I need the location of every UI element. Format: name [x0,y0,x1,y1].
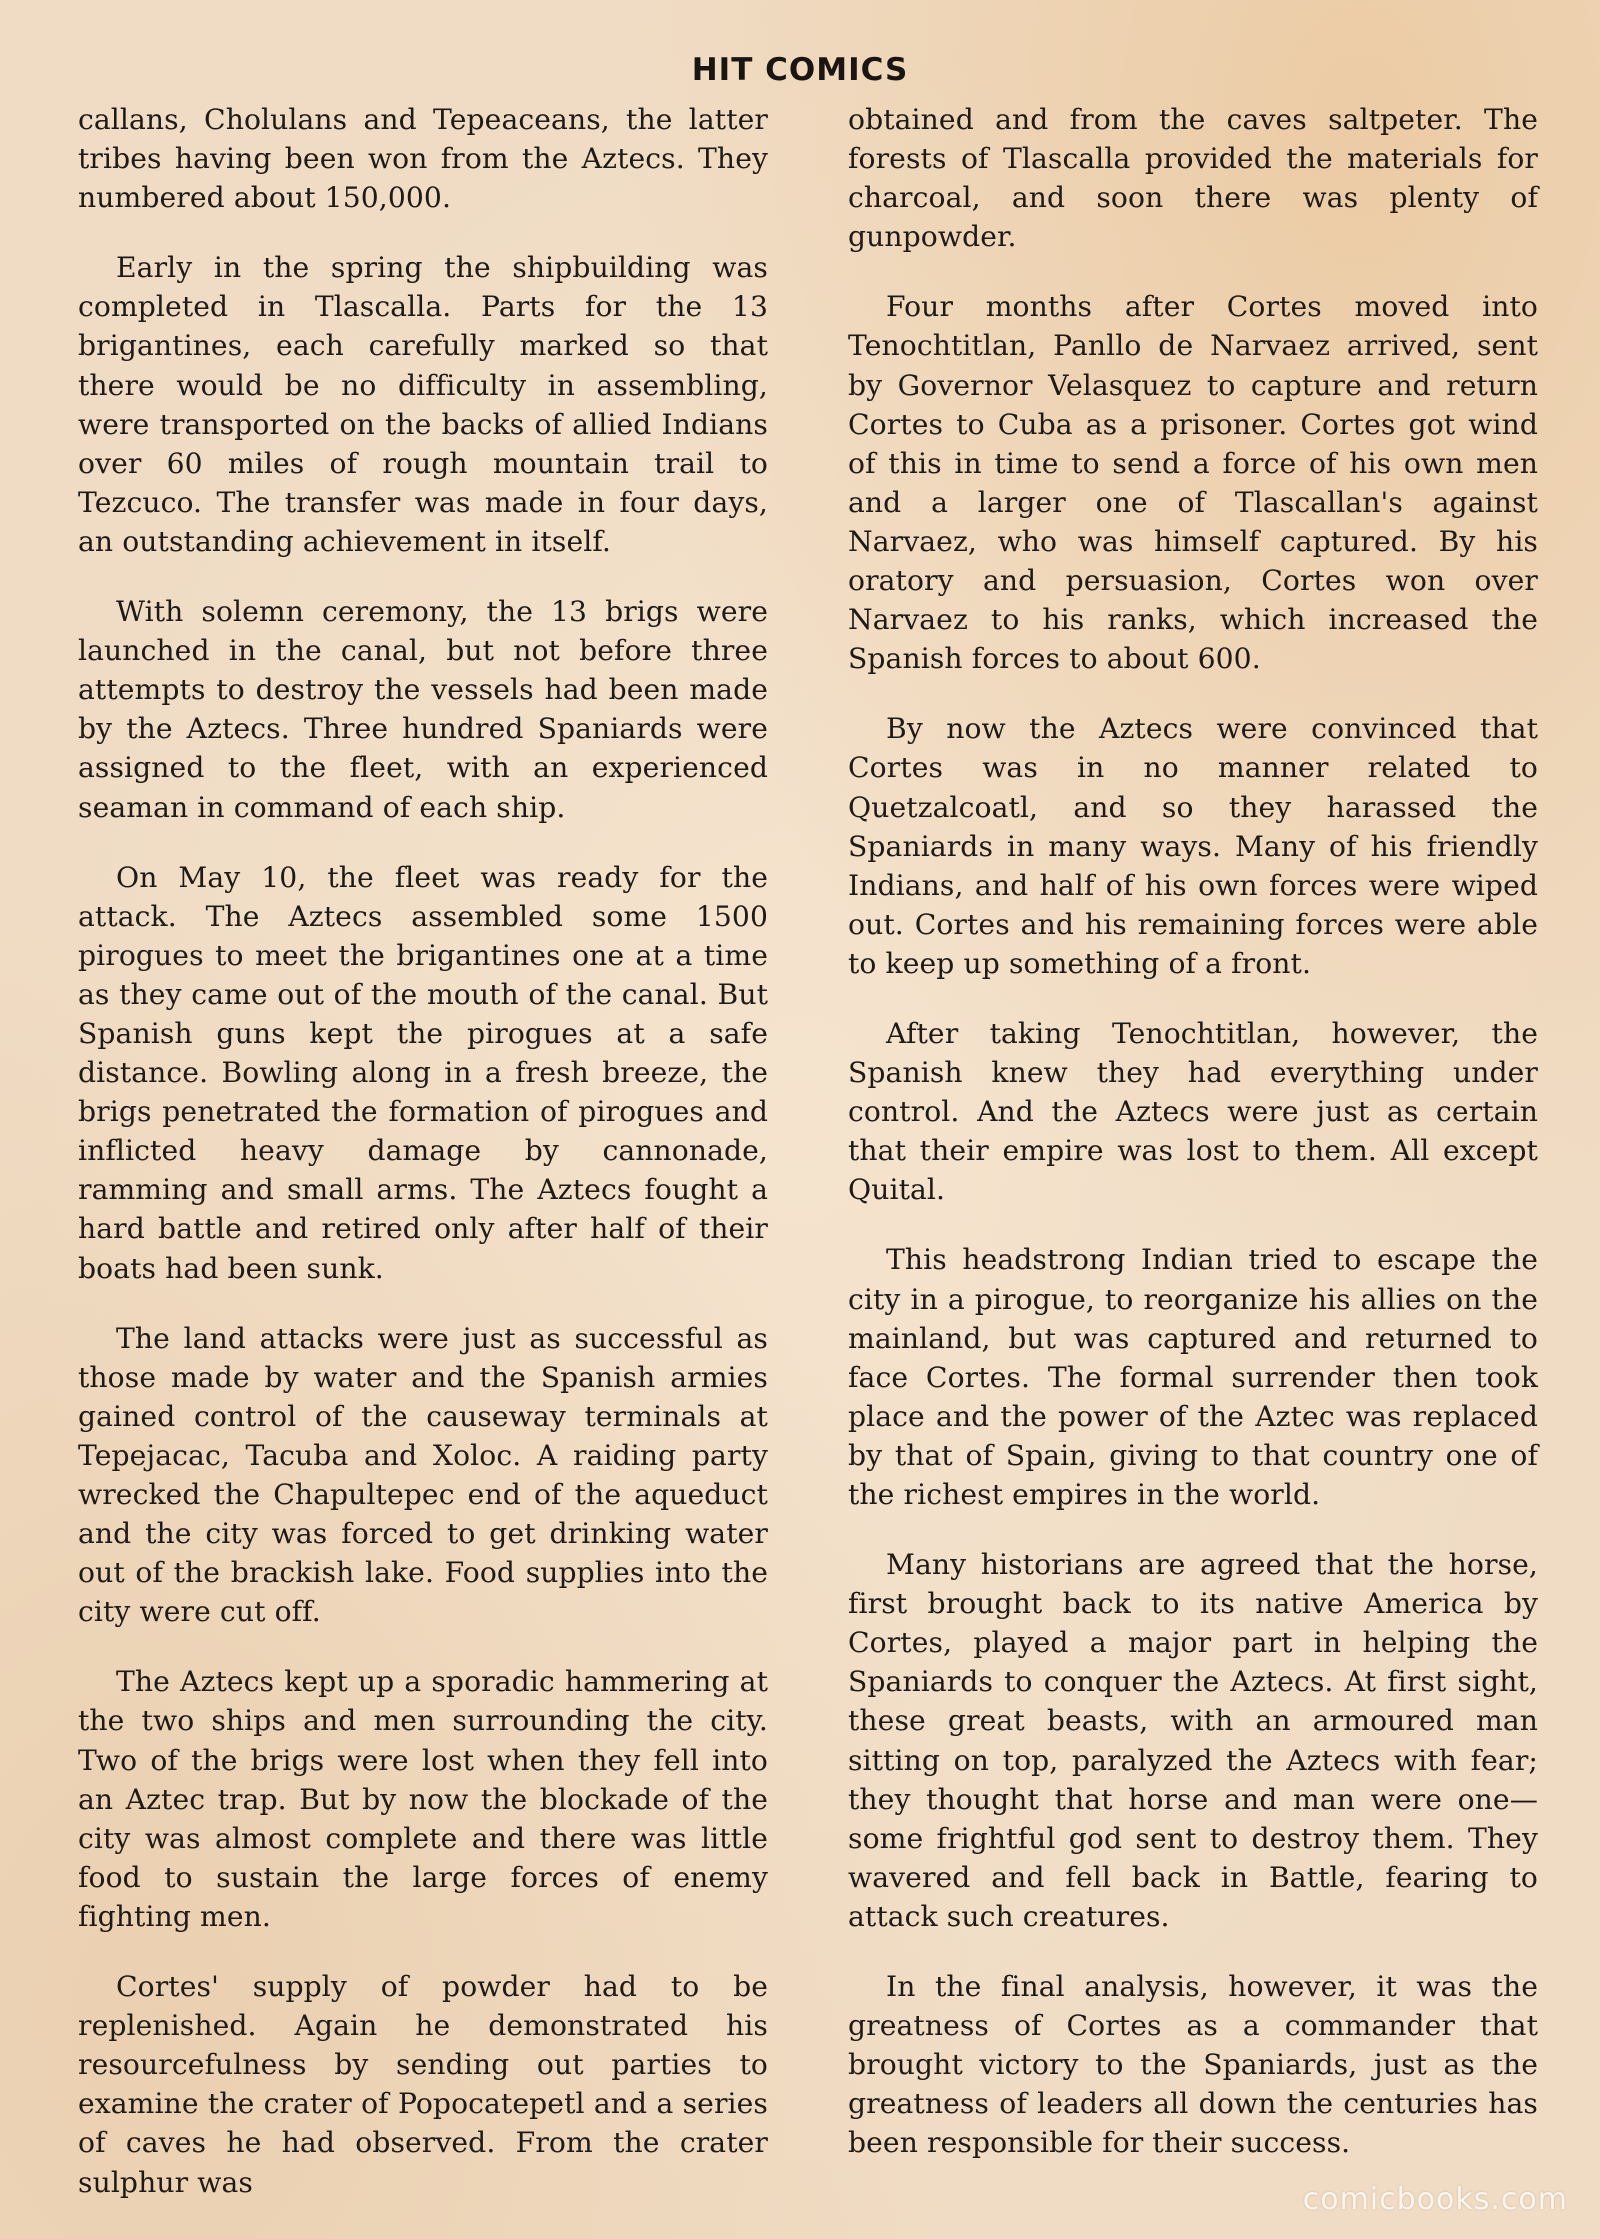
paragraph: The land attacks were just as successful as those made by water and the Spanish armies gained control of the causeway terminals at Tepejacac, Tacuba and Xoloc. A raiding party wrecked the Chapultepec end of the aqueduct and the city was forced to get drinking water out of the brackish lake. Food supplies into the city were cut off. [78,1321,768,1629]
left-column [78,100,768,2233]
page-header: HIT COMICS [691,52,909,88]
paragraph: Cortes' supply of powder had to be replenished. Again he demonstrated his resourcefulness by sending out parties to examine the crater of Popocatepetl and a series of caves he had observed. From the crater sulphur was [78,1970,768,2199]
paragraph: callans, Cholulans and Tepeaceans, the latter tribes having been won from the Aztecs. They numbered about 150,000. [78,103,768,215]
paragraph: obtained and from the caves saltpeter. The forests of Tlascalla provided the materials for charcoal, and soon there was plenty of gunpowder. [848,103,1538,254]
paragraph: By now the Aztecs were convinced that Cortes was in no manner related to Quetzalcoatl, and so they harassed the Spaniards in many ways. Many of his friendly Indians, and half of his own forces were wiped out. Cortes and his remaining forces were able to keep up something of a front. [848,712,1538,980]
paragraph: The Aztecs kept up a sporadic hammering at the two ships and men surrounding the city. Two of the brigs were lost when they fell into an Aztec trap. But by now the blockade of the city was almost complete and there was little food to sustain the large forces of enemy fighting men. [78,1665,768,1933]
paragraph: With solemn ceremony, the 13 brigs were launched in the canal, but not before three attempts to destroy the vessels had been made by the Aztecs. Three hundred Spaniards were assigned to the fleet, with an experienced seaman in command of each ship. [78,595,768,824]
paragraph: Many historians are agreed that the horse, first brought back to its native America by Cortes, played a major part in helping the Spaniards to conquer the Aztecs. At first sight, these great beasts, with an armoured man sitting on top, paralyzed the Aztecs with fear; they thought that horse and man were one— some frightful god sent to destroy them. They wavered and fell back in Battle, fearing to attack such creatures. [848,1548,1538,1933]
paragraph: After taking Tenochtitlan, however, the Spanish knew they had everything under control. And the Aztecs were just as certain that their empire was lost to them. All except Quital. [848,1016,1538,1207]
paragraph: This headstrong Indian tried to escape the city in a pirogue, to reorganize his allies on the mainland, but was captured and returned to face Cortes. The formal surrender then took place and the power of the Aztec was replaced by that of Spain, giving to that country one of the richest empires in the world. [848,1243,1538,1511]
paragraph: On May 10, the fleet was ready for the attack. The Aztecs assembled some 1500 pirogues to meet the brigantines one at a time as they came out of the mouth of the canal. But Spanish guns kept the pirogues at a safe distance. Bowling along in a fresh breeze, the brigs penetrated the formation of pirogues and inflicted heavy damage by cannonade, ramming and small arms. The Aztecs fought a hard battle and retired only after half of their boats had been sunk. [78,860,768,1285]
watermark: comicbooks.com [1302,2182,1568,2217]
paragraph: In the final analysis, however, it was the greatness of Cortes as a commander that brought victory to the Spaniards, just as the greatness of leaders all down the centuries has been responsible for their success. [848,1970,1538,2160]
paragraph: Four months after Cortes moved into Tenochtitlan, Panllo de Narvaez arrived, sent by Governor Velasquez to capture and return Cortes to Cuba as a prisoner. Cortes got wind of this in time to send a force of his own men and a larger one of Tlascallan's against Narvaez, who was himself captured. By his oratory and persuasion, Cortes won over Narvaez to his ranks, which increased the Spanish forces to about 600. [848,290,1538,676]
paragraph: Early in the spring the shipbuilding was completed in Tlascalla. Parts for the 13 brigantines, each carefully marked so that there would be no difficulty in assembling, were transported on the backs of allied Indians over 60 miles of rough mountain trail to Tezcuco. The transfer was made in four days, an outstanding achievement in itself. [78,251,768,558]
right-column [848,100,1538,2194]
